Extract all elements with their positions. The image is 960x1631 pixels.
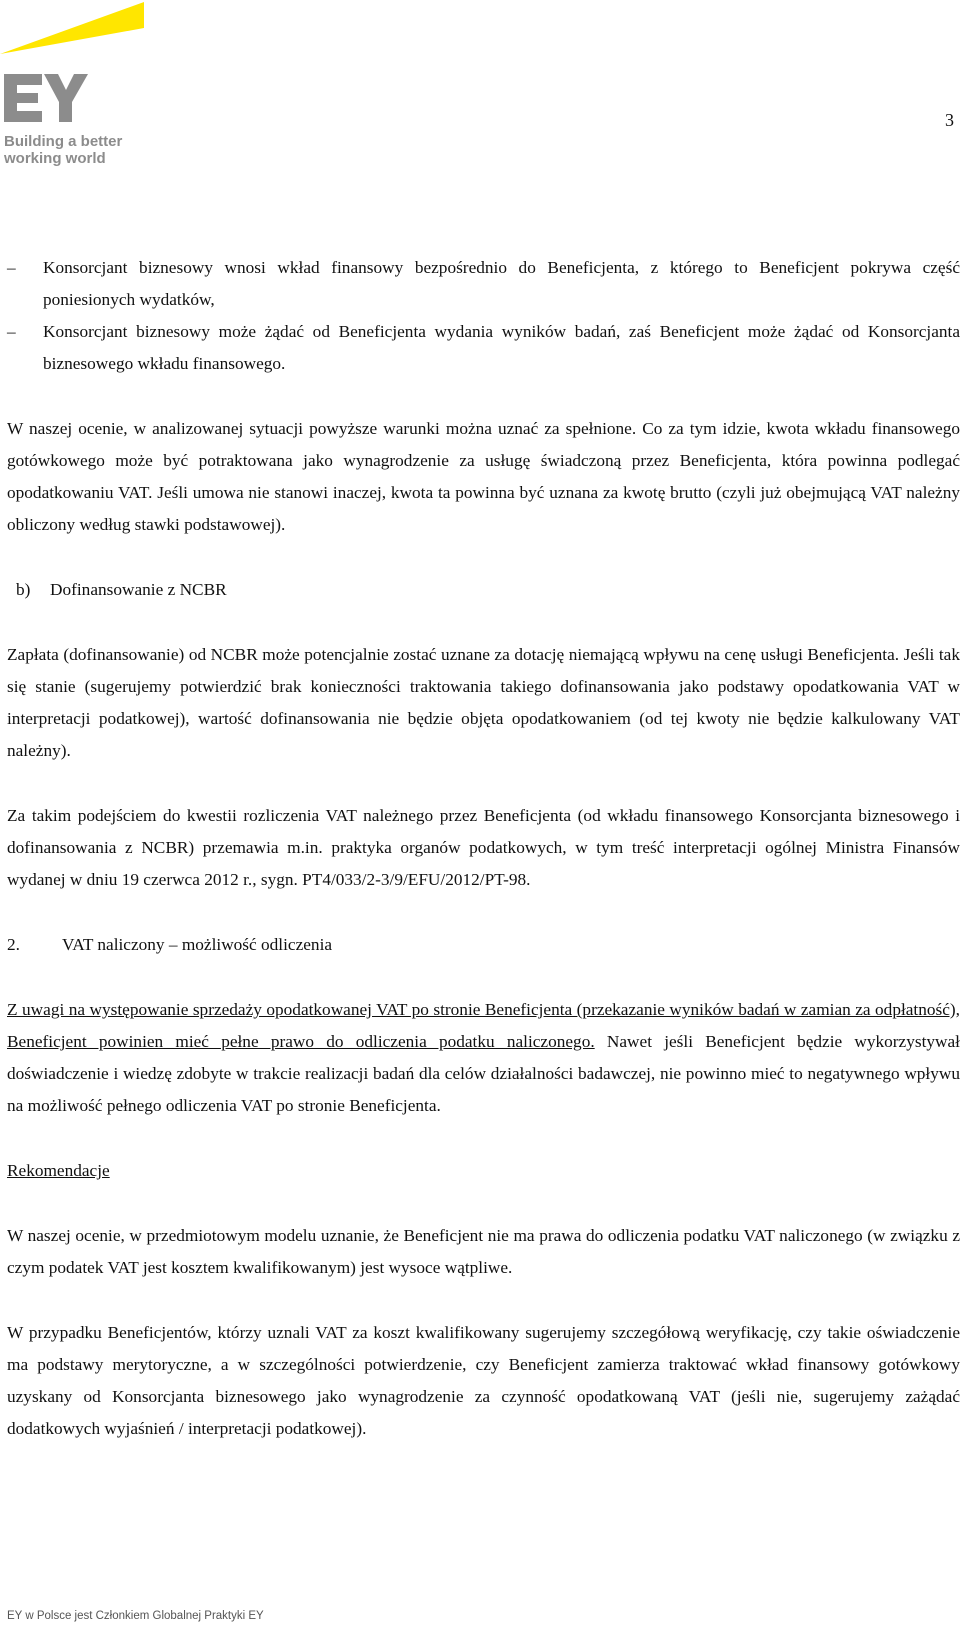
bullet-dash: – [7,322,16,341]
logo-tagline-1: Building a better [4,133,123,150]
logo-yellow-beam [0,2,144,54]
paragraph-continuation: Nawet jeśli Beneficjent będzie wykorzystywał doświadczenie i wiedzę zdobyte w trakcie realizacji badań dla celów działalności badawczej, nie powinno mieć to negatywnego wpływu na możliwość pełnego odliczenia VAT po stronie Beneficjenta. [7,1032,960,1115]
paragraph-recommendation-2: W przypadku Beneficjentów, którzy uznali VAT za koszt kwalifikowany sugerujemy szczegółową weryfikację, czy takie oświadczenie ma podstawy merytoryczne, a w szczególności potwierdzenie, czy Beneficjent zamierza traktować wkład finansowy gotówkowy uzyskany od Konsorcjanta biznesowego jako wynagrodzenie za czynność opodatkowaną VAT (jeśli nie, sugerujemy zażądać dodatkowych wyjaśnień / interpretacji podatkowej). [7,1323,960,1438]
paragraph-recommendation-1: W naszej ocenie, w przedmiotowym modelu uznanie, że Beneficjent nie ma prawa do odliczenia podatku VAT naliczonego (w związku z czym podatek VAT jest kosztem kwalifikowanym) jest wysoce wątpliwe. [7,1226,960,1277]
heading-label: 2. [7,935,20,954]
heading-text: Rekomendacje [7,1161,110,1180]
bullet-text: Konsorcjant biznesowy może żądać od Beneficjenta wydania wyników badań, zaś Beneficjent może żądać od Konsorcjanta biznesowego wkładu finansowego. [43,322,960,373]
section-heading-b [7,574,960,606]
heading-label: b) [16,580,31,599]
heading-text: VAT naliczony – możliwość odliczenia [62,935,333,954]
ey-logo [0,0,150,175]
section-heading-2 [7,929,960,961]
document-body [7,252,960,1445]
logo-tagline-2: working world [4,150,106,167]
bullet-item [7,316,960,380]
section-heading-recommendations [7,1155,960,1187]
heading-text: Dofinansowanie z NCBR [50,580,227,599]
paragraph-practice: Za takim podejściem do kwestii rozliczenia VAT należnego przez Beneficjenta (od wkładu finansowego Konsorcjanta biznesowego i dofinansowania z NCBR) przemawia m.in. praktyka organów podatkowych, w tym treść interpretacji ogólnej Ministra Finansów wydanej w dniu 19 czerwca 2012 r., sygn. PT4/033/2-3/9/EFU/2012/PT-98. [7,806,960,889]
paragraph-vat-deduction [7,994,960,1122]
ey-logo-graphic [0,0,150,175]
bullet-dash: – [7,258,16,277]
bullet-text: Konsorcjant biznesowy wnosi wkład finansowy bezpośrednio do Beneficjenta, z którego to Beneficjent pokrywa część poniesionych wydatków, [43,258,960,309]
underlined-statement: Z uwagi na występowanie sprzedaży opodatkowanej VAT po stronie Beneficjenta (przekazanie wyników badań w zamian za odpłatność), Beneficjent powinien mieć pełne prawo do odliczenia podatku naliczonego. [7,1000,960,1051]
paragraph-ncbr: Zapłata (dofinansowanie) od NCBR może potencjalnie zostać uznane za dotację niemającą wpływu na cenę usługi Beneficjenta. Jeśli tak się stanie (sugerujemy potwierdzić brak konieczności traktowania takiego dofinansowania jako podstawy opodatkowania VAT w interpretacji podatkowej), wartość dofinansowania nie będzie objęta opodatkowaniem (od tej kwoty nie będzie kalkulowany VAT należny). [7,645,960,760]
paragraph-assessment: W naszej ocenie, w analizowanej sytuacji powyższe warunki można uznać za spełnione. Co za tym idzie, kwota wkładu finansowego gotówkowego może być potraktowana jako wynagrodzenie za usługę świadczoną przez Beneficjenta, która powinna podlegać opodatkowaniu VAT. Jeśli umowa nie stanowi inaczej, kwota ta powinna być uznana za kwotę brutto (czyli już obejmującą VAT należny obliczony według stawki podstawowej). [7,419,960,534]
page-number: 3 [945,110,954,130]
page-footer: EY w Polsce jest Członkiem Globalnej Praktyki EY [7,1610,264,1622]
bullet-item [7,252,960,316]
